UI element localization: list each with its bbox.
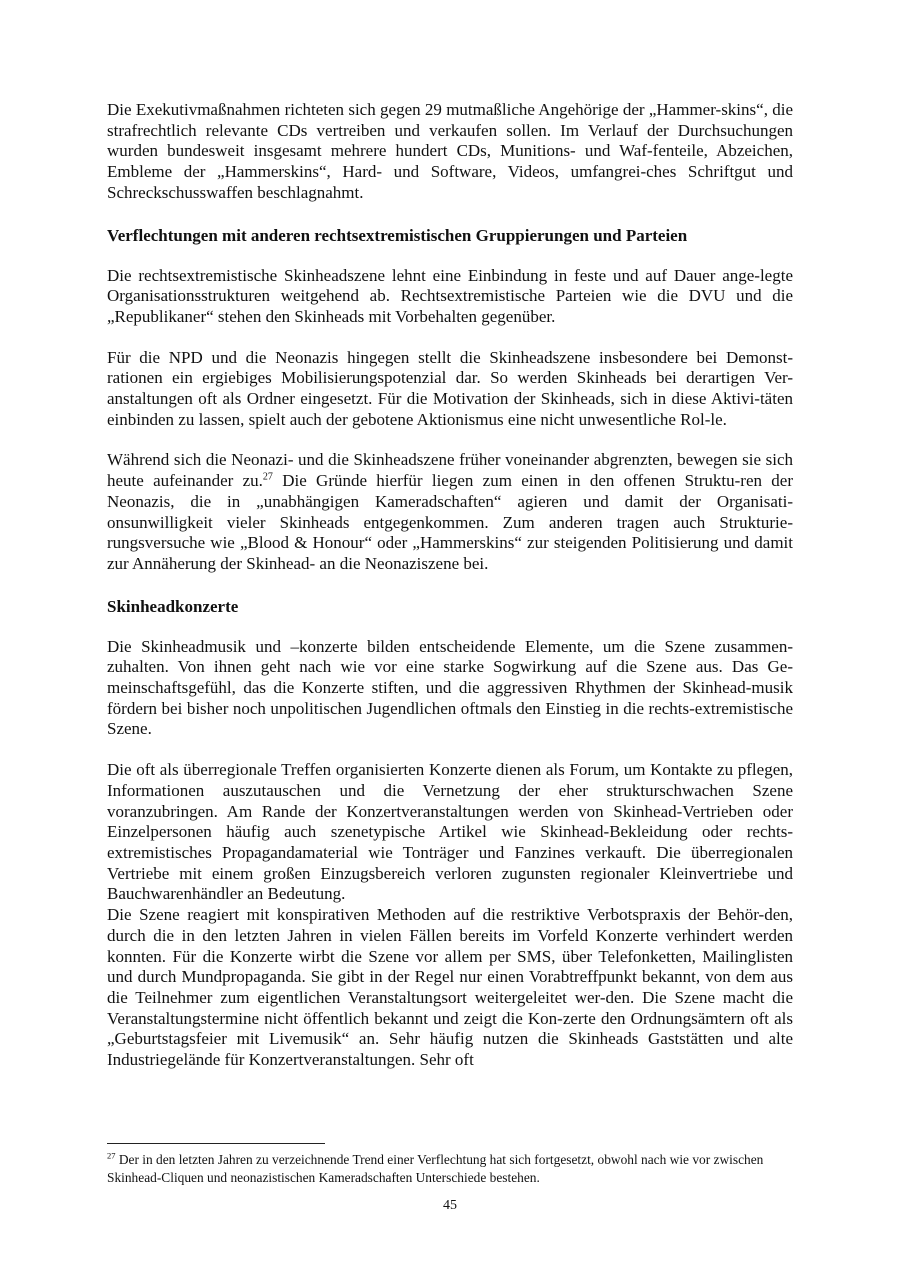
footnote (107, 1151, 797, 1187)
heading-concerts: Skinheadkonzerte (107, 596, 239, 616)
footnote-divider (107, 1143, 325, 1144)
footnote-reference: 27 (262, 471, 273, 483)
page-number: 45 (443, 1198, 457, 1213)
paragraph-npd-mobilisation: Für die NPD und die Neonazis hingegen stellt die Skinheadszene insbesondere bei Demonst-rationen ein ergiebiges Mobilisierungspotenzial dar. So werden Skinheads bei derartigen Ver-anstaltungen oft als Ordner eingesetzt. Für die Motivation der Skinheads, sich in diese Aktivi-täten einbinden zu lassen, spielt auch der gebotene Aktionismus eine nicht unwesentliche Rol-le. (107, 347, 793, 429)
paragraph-music-role: Die Skinheadmusik und –konzerte bilden entscheidende Elemente, um die Szene zusammen-zuhalten. Von ihnen geht nach wie vor eine starke Sogwirkung auf die Szene aus. Das Ge-meinschaftsgefühl, das die Konzerte stiften, und die aggressiven Rhythmen der Skinhead-musik fördern bei bisher noch unpolitischen Jugendlichen oftmals den Einstieg in die rechts-extremistische Szene. (107, 636, 793, 739)
paragraph-neonazi-convergence (107, 450, 793, 574)
paragraph-concert-forum: Die oft als überregionale Treffen organisierten Konzerte dienen als Forum, um Kontakte zu pflegen, Informationen auszutauschen und die Vernetzung der eher strukturschwachen Szene voranzubringen. Am Rande der Konzertveranstaltungen werden von Skinhead-Vertrieben oder Einzelpersonen häufig auch szenetypische Artikel wie Skinhead-Bekleidung oder rechts-extremistisches Propagandamaterial wie Tonträger und Fanzines verkauft. Die überregionalen Vertriebe mit einem großen Einzugsbereich verloren zugunsten regionaler Kleinvertriebe und Bauchwarenhändler an Bedeutung. (107, 760, 793, 904)
heading-connections: Verflechtungen mit anderen rechtsextremistischen Gruppierungen und Parteien (107, 225, 688, 245)
paragraph-party-relations: Die rechtsextremistische Skinheadszene lehnt eine Einbindung in feste und auf Dauer ange-legte Organisationsstrukturen weitgehend ab. Rechtsextremistische Parteien wie die DVU und die „Republikaner“ stehen den Skinheads mit Vorbehalten gegenüber. (107, 265, 793, 326)
paragraph-text-after-footnote: Die Gründe hierfür liegen zum einen in den offenen Struktu-ren der Neonazis, die in „unabhängigen Kameradschaften“ agieren und damit der Organisati-onsunwilligkeit vieler Skinheads entgegenkommen. Zum anderen tragen auch Strukturie-rungsversuche wie „Blood & Honour“ oder „Hammerskins“ zur steigenden Politisierung und damit zur Annäherung der Skinhead- an die Neonaziszene bei. (107, 471, 793, 573)
footnote-number: 27 (107, 1150, 116, 1161)
footnote-text: Der in den letzten Jahren zu verzeichnende Trend einer Verflechtung hat sich fortgesetzt, obwohl nach wie vor zwischen Skinhead-Cliquen und neonazistischen Kameradschaften Unterschiede bestehen. (107, 1152, 764, 1185)
paragraph-conspiratorial-methods: Die Szene reagiert mit konspirativen Methoden auf die restriktive Verbotspraxis der Behör-den, durch die in den letzten Jahren in vielen Fällen bereits im Vorfeld Konzerte verhindert werden konnten. Für die Konzerte wirbt die Szene vor allem per SMS, über Telefonketten, Mailinglisten und durch Mundpropaganda. Sie gibt in der Regel nur einen Vorabtreffpunkt bekannt, von dem aus die Teilnehmer zum eigentlichen Veranstaltungsort weitergeleitet wer-den. Die Szene macht die Veranstaltungstermine nicht öffentlich bekannt und zeigt die Kon-zerte den Ordnungsämtern oft als „Geburtstagsfeier mit Livemusik“ an. Sehr häufig nutzen die Skinheads Gaststätten und alte Industriegelände für Konzertveranstaltungen. Sehr oft (107, 905, 793, 1070)
paragraph-text-before-footnote: Während sich die Neonazi- und die Skinheadszene früher voneinander abgrenzten, bewegen sie sich heute aufeinander zu. (107, 450, 793, 491)
body-text (107, 100, 793, 1071)
paragraph-raid-results: Die Exekutivmaßnahmen richteten sich gegen 29 mutmaßliche Angehörige der „Hammer-skins“, die strafrechtlich relevante CDs vertreiben und verkaufen sollen. Im Verlauf der Durchsuchungen wurden bundesweit insgesamt mehrere hundert CDs, Munitions- und Waf-fenteile, Abzeichen, Embleme der „Hammerskins“, Hard- und Software, Videos, umfangrei-ches Schriftgut und Schreckschusswaffen beschlagnahmt. (107, 100, 793, 202)
